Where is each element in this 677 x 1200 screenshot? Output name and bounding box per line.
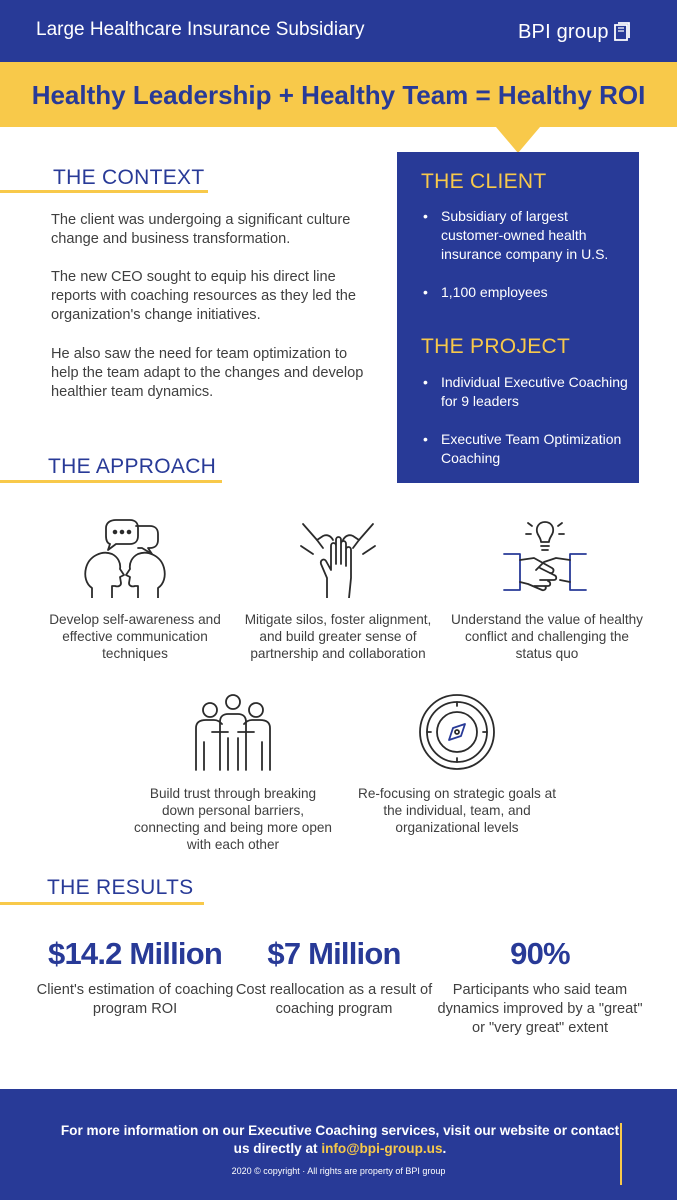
results-underline (0, 902, 204, 905)
approach-item-text: Mitigate silos, foster alignment, and build greater sense of partnership and collaboration (244, 612, 432, 661)
project-heading: THE PROJECT (421, 335, 571, 358)
approach-heading: THE APPROACH (48, 455, 217, 478)
context-heading: THE CONTEXT (53, 166, 205, 189)
stat-label: Cost reallocation as a result of coaching program (235, 982, 433, 1017)
handshake-lightbulb-icon (500, 518, 590, 598)
project-item: • Individual Executive Coaching for 9 leaders (421, 373, 631, 411)
approach-item-text: Re-focusing on strategic goals at the individual, team, and organizational levels (358, 786, 556, 835)
client-heading: THE CLIENT (421, 170, 547, 193)
results-heading: THE RESULTS (47, 876, 194, 899)
client-list (421, 207, 631, 321)
approach-item-text: Build trust through breaking down personal barriers, connecting and being more open with each other (133, 786, 332, 852)
stat-value: 90% (510, 936, 570, 971)
footer-accent-bar (620, 1123, 622, 1185)
context-paragraph-3: He also saw the need for team optimization to help the team adapt to the changes and develop healthier team dynamics. (51, 346, 364, 400)
email-link[interactable]: info@bpi-group.us (321, 1141, 443, 1156)
footer-contact-text (60, 1122, 620, 1158)
client-item: • Subsidiary of largest customer-owned health insurance company in U.S. (421, 207, 631, 264)
logo-text: BPI group (518, 20, 609, 43)
project-item: • Executive Team Optimization Coaching (421, 430, 631, 468)
context-paragraph-1: The client was undergoing a significant culture change and business transformation. (51, 212, 351, 247)
joined-hands-icon (293, 518, 383, 598)
team-group-icon (188, 692, 278, 772)
stat-label: Participants who said team dynamics improved by a "great" or "very great" extent (437, 982, 643, 1036)
approach-underline (0, 480, 222, 483)
copyright: 2020 © copyright · All rights are property of BPI group (231, 1166, 446, 1176)
footer-text-end: . (442, 1141, 447, 1156)
book-icon (613, 22, 631, 42)
context-paragraph-2: The new CEO sought to equip his direct line reports with coaching resources as they led the organization's change initiatives. (51, 269, 357, 323)
footer-text: For more information on our Executive Coaching services, visit our website or contact us directly at (60, 1123, 620, 1156)
approach-item-text: Develop self-awareness and effective communication techniques (49, 612, 221, 661)
compass-icon (412, 692, 502, 772)
page-subtitle: Large Healthcare Insurance Subsidiary (36, 19, 365, 40)
approach-item-text: Understand the value of healthy conflict and challenging the status quo (451, 612, 643, 661)
bpi-logo[interactable] (518, 17, 631, 47)
stat-value: $14.2 Million (48, 936, 222, 971)
talking-heads-icon (80, 518, 170, 598)
pointer-arrow (496, 127, 540, 153)
stat-label: Client's estimation of coaching program ROI (36, 982, 234, 1017)
client-item: • 1,100 employees (421, 283, 631, 302)
page-title: Healthy Leadership + Healthy Team = Healthy ROI (31, 80, 646, 110)
project-list (421, 373, 631, 487)
client-project-panel (397, 152, 639, 483)
stat-value: $7 Million (267, 936, 401, 971)
context-underline (0, 190, 208, 193)
